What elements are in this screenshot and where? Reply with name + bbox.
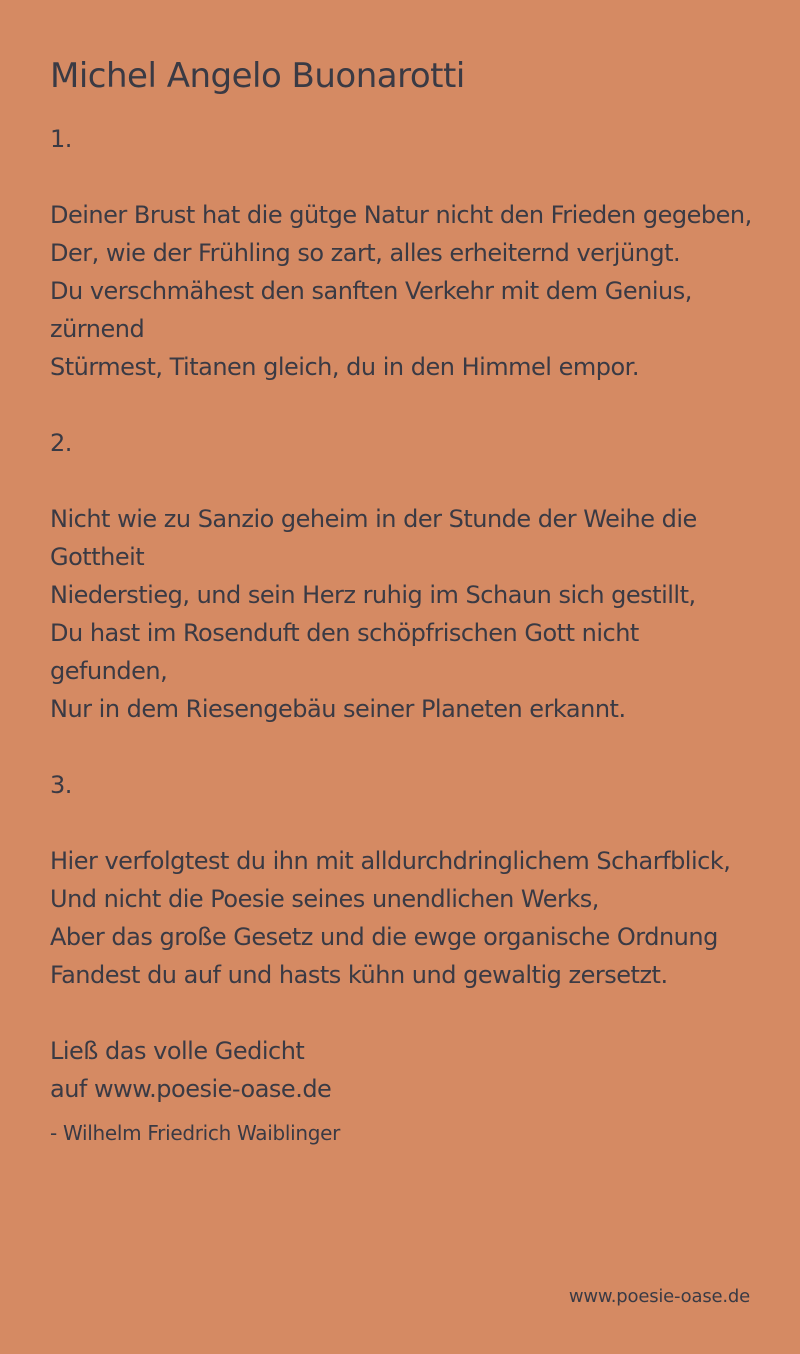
poem-line: Und nicht die Poesie seines unendlichen Werks, <box>50 885 599 913</box>
poem-line: 2. <box>50 429 72 457</box>
poem-line: Aber das große Gesetz und die ewge organische Ordnung <box>50 923 718 951</box>
poem-body <box>50 120 760 1108</box>
poem-line: 3. <box>50 771 72 799</box>
poem-author: - Wilhelm Friedrich Waiblinger <box>50 1121 341 1145</box>
poem-line: Ließ das volle Gedicht <box>50 1037 305 1065</box>
poem-line: Fandest du auf und hasts kühn und gewaltig zersetzt. <box>50 961 668 989</box>
footer-url: www.poesie-oase.de <box>568 1286 750 1307</box>
blank-line <box>50 804 760 842</box>
poem-line: auf www.poesie-oase.de <box>50 1075 332 1103</box>
poem-line: Stürmest, Titanen gleich, du in den Himmel empor. <box>50 353 639 381</box>
blank-line <box>50 994 760 1032</box>
blank-line <box>50 728 760 766</box>
poem-line: Du hast im Rosenduft den schöpfrischen Gott nicht gefunden, <box>50 619 639 685</box>
poem-title: Michel Angelo Buonarotti <box>50 56 465 96</box>
poem-line: Du verschmähest den sanften Verkehr mit dem Genius, zürnend <box>50 277 692 343</box>
poem-line: Hier verfolgtest du ihn mit alldurchdringlichem Scharfblick, <box>50 847 731 875</box>
poem-line: Nur in dem Riesengebäu seiner Planeten erkannt. <box>50 695 626 723</box>
blank-line <box>50 158 760 196</box>
poem-line: Niederstieg, und sein Herz ruhig im Schaun sich gestillt, <box>50 581 696 609</box>
poem-card <box>50 52 760 1148</box>
poem-line: 1. <box>50 125 72 153</box>
poem-line: Nicht wie zu Sanzio geheim in der Stunde der Weihe die Gottheit <box>50 505 697 571</box>
poem-line: Deiner Brust hat die gütge Natur nicht den Frieden gegeben, <box>50 201 752 229</box>
blank-line <box>50 386 760 424</box>
poem-line: Der, wie der Frühling so zart, alles erheiternd verjüngt. <box>50 239 681 267</box>
blank-line <box>50 462 760 500</box>
